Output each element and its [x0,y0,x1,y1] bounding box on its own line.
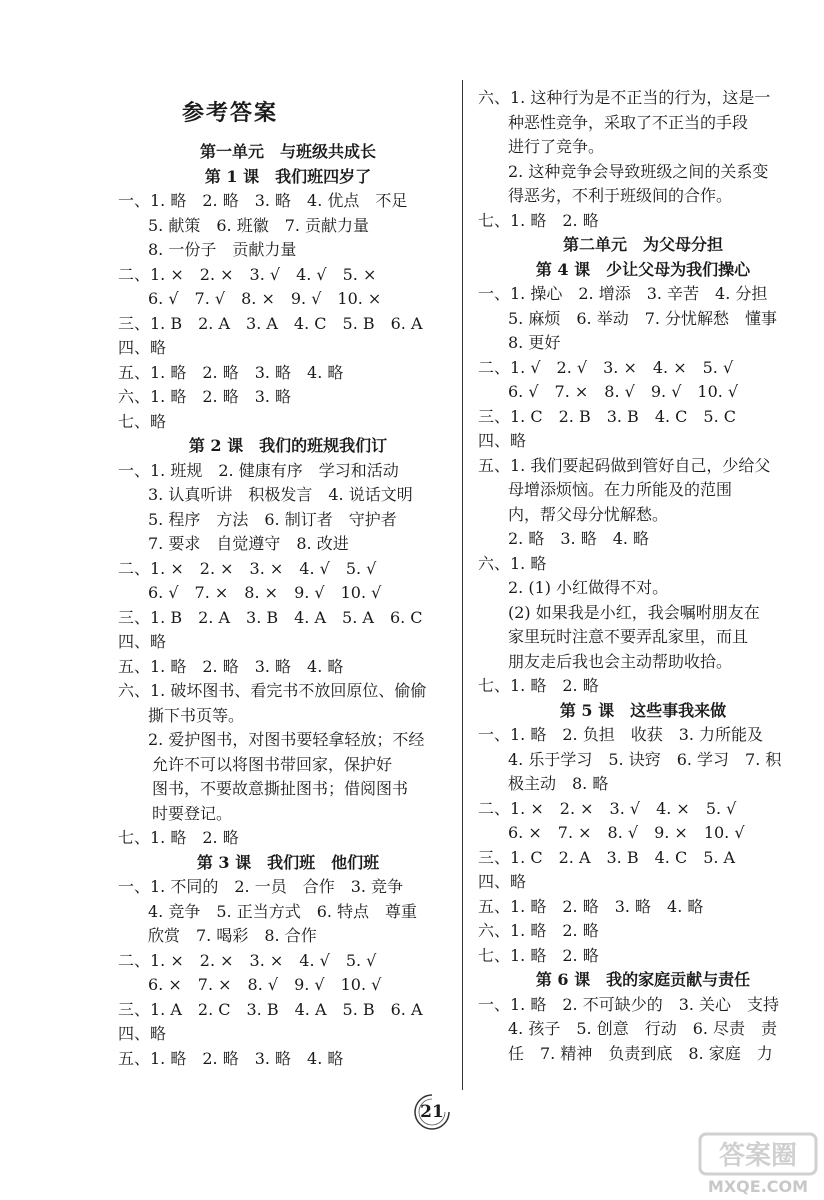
answer-line: 二、1. × 2. × 3. √ 4. √ 5. × [118,264,377,284]
answer-line: 二、1. × 2. × 3. × 4. √ 5. √ [118,558,377,578]
answer-line: 5. 献策 6. 班徽 7. 贡献力量 [148,215,370,235]
answer-line: 五、1. 略 2. 略 3. 略 4. 略 [118,656,344,676]
answer-line: 内，帮父母分忧解愁。 [508,504,669,524]
watermark-top: 答案圈 [718,1141,798,1171]
answer-line: 欣赏 7. 喝彩 8. 合作 [148,926,317,945]
answer-line: 二、1. × 2. × 3. √ 4. × 5. √ [478,798,737,818]
watermark-logo [698,1132,818,1196]
answer-line: 三、1. B 2. A 3. A 4. C 5. B 6. A [118,313,423,333]
answer-line: 种恶性竞争，采取了不正当的手段 [508,112,749,132]
answer-line: 五、1. 略 2. 略 3. 略 4. 略 [478,896,704,916]
answer-line: 母增添烦恼。在力所能及的范围 [508,480,733,499]
answer-line: 4. 孩子 5. 创意 行动 6. 尽责 责 [508,1019,778,1038]
answer-line: 极主动 8. 略 [508,774,609,793]
answer-line: 一、1. 不同的 2. 一员 合作 3. 竞争 [118,877,404,896]
page-title: 参考答案 [181,100,278,126]
answer-line: 三、1. C 2. B 3. B 4. C 5. C [478,406,737,426]
answer-line: 4. 竞争 5. 正当方式 6. 特点 尊重 [148,901,418,921]
answer-line: 一、1. 班规 2. 健康有序 学习和活动 [118,460,399,480]
answer-line: 七、1. 略 2. 略 [118,828,239,847]
answer-line: 6. × 7. × 8. √ 9. × 10. √ [508,823,745,842]
answer-line: 四、略 [478,872,527,891]
answer-line: 7. 要求 自觉遵守 8. 改进 [148,534,349,553]
answer-line: 三、1. B 2. A 3. B 4. A 5. A 6. C [118,607,423,627]
answer-line: 图书，不要故意撕扯图书；借阅图书 [152,779,409,798]
section-heading: 第 6 课 我的家庭贡献与责任 [535,970,751,989]
answer-line: 四、略 [478,431,527,450]
answer-line: 四、略 [118,632,167,651]
answer-line: 5. 麻烦 6. 举动 7. 分忧解愁 懂事 [508,308,778,328]
answer-line: 5. 程序 方法 6. 制订者 守护者 [148,509,397,529]
answer-line: 七、1. 略 2. 略 [478,945,599,965]
answer-line: 时要登记。 [152,803,233,823]
answer-line: 六、1. 这种行为是不正当的行为，这是一 [478,88,771,107]
answer-line: 6. √ 7. × 8. √ 9. √ 10. √ [508,382,739,401]
answer-line: 2. 这种竞争会导致班级之间的关系变 [508,161,769,181]
answer-line: 2. 略 3. 略 4. 略 [508,529,650,548]
watermark-bottom: MXQE.COM [707,1177,809,1196]
answer-line: 二、1. × 2. × 3. × 4. √ 5. √ [118,950,377,970]
answer-line: (2) 如果我是小红，我会嘱咐朋友在 [508,602,760,622]
answer-line: 进行了竞争。 [508,137,605,156]
answer-line: 8. 一份子 贡献力量 [148,240,297,259]
answer-line: 二、1. √ 2. √ 3. × 4. × 5. √ [478,357,734,377]
answer-line: 五、1. 略 2. 略 3. 略 4. 略 [118,1048,344,1068]
section-heading: 第 2 课 我们的班规我们订 [188,436,388,455]
answer-line: 撕下书页等。 [148,705,245,725]
answer-line: 六、1. 破坏图书、看完书不放回原位、偷偷 [118,681,427,700]
answer-line: 七、1. 略 2. 略 [478,676,599,695]
answer-line: 得恶劣，不利于班级间的合作。 [508,186,733,205]
answer-line: 三、1. A 2. C 3. B 4. A 5. B 6. A [118,999,423,1019]
section-heading: 第 1 课 我们班四岁了 [204,166,372,186]
answer-line: 6. × 7. × 8. √ 9. √ 10. √ [148,975,382,994]
section-heading: 第二单元 为父母分担 [562,235,723,254]
answer-line: 8. 更好 [508,333,561,352]
answer-line: 四、略 [118,338,167,357]
answer-line: 七、1. 略 2. 略 [478,210,599,230]
answer-line: 6. √ 7. √ 8. × 9. √ 10. × [148,289,382,308]
answer-line: 朋友走后我也会主动帮助收拾。 [508,651,733,671]
left-column [118,140,458,1071]
answer-line: 任 7. 精神 负责到底 8. 家庭 力 [508,1043,773,1063]
answer-line: 一、1. 略 2. 略 3. 略 4. 优点 不足 [118,191,408,210]
page-number [412,1092,452,1132]
answer-line: 允许不可以将图书带回家，保护好 [152,754,393,774]
answer-line: 三、1. C 2. A 3. B 4. C 5. A [478,847,736,867]
answer-line: 六、1. 略 2. 略 3. 略 [118,387,292,406]
answer-line: 五、1. 我们要起码做到管好自己，少给父 [478,455,771,475]
answer-line: 一、1. 略 2. 不可缺少的 3. 关心 支持 [478,994,780,1014]
section-heading: 第 3 课 我们班 他们班 [196,852,380,872]
answer-line: 6. √ 7. × 8. × 9. √ 10. √ [148,583,382,602]
answer-line: 4. 乐于学习 5. 诀窍 6. 学习 7. 积 [508,749,782,769]
answer-line: 五、1. 略 2. 略 3. 略 4. 略 [118,362,344,382]
answer-line: 四、略 [118,1024,167,1043]
section-heading: 第一单元 与班级共成长 [199,142,376,161]
page-number-text: 21 [420,1102,444,1122]
right-column [478,86,808,1066]
answer-line: 六、1. 略 [478,553,547,573]
answer-line: 一、1. 操心 2. 增添 3. 辛苦 4. 分担 [478,284,768,303]
section-heading: 第 5 课 这些事我来做 [559,700,727,720]
answer-line: 3. 认真听讲 积极发言 4. 说话文明 [148,485,413,504]
answer-line: 2. (1) 小红做得不对。 [508,578,669,597]
answer-line: 家里玩时注意不要弄乱家里，而且 [508,627,749,646]
answer-line: 七、略 [118,411,167,431]
answer-line: 六、1. 略 2. 略 [478,921,599,940]
section-heading: 第 4 课 少让父母为我们操心 [535,259,751,279]
answer-line: 2. 爱护图书，对图书要轻拿轻放；不经 [148,730,425,749]
answer-line: 一、1. 略 2. 负担 收获 3. 力所能及 [478,725,764,744]
column-divider [462,80,463,1090]
